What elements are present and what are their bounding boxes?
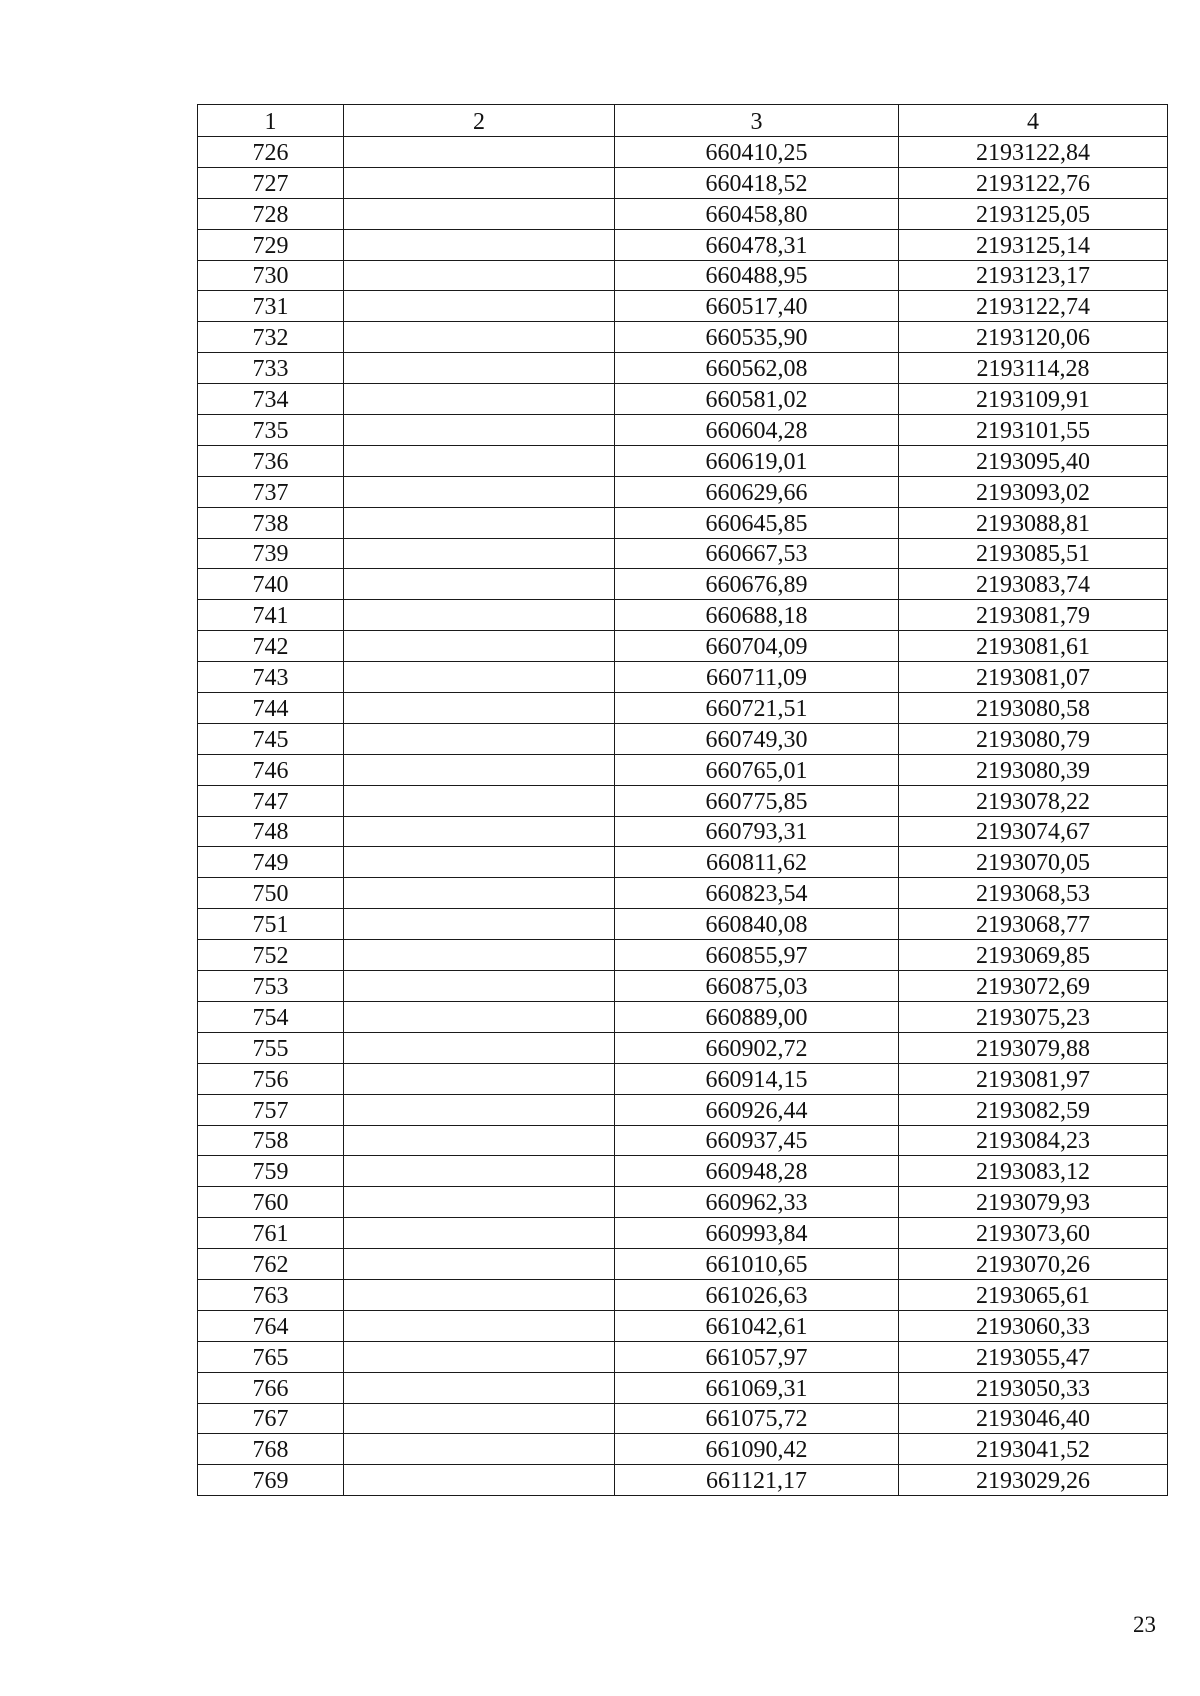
x-coordinate-cell: 660676,89 bbox=[615, 569, 899, 600]
point-number-cell: 756 bbox=[198, 1063, 344, 1094]
point-number-cell: 744 bbox=[198, 693, 344, 724]
x-coordinate-cell: 660811,62 bbox=[615, 847, 899, 878]
table-row bbox=[198, 167, 1168, 198]
table-row bbox=[198, 1249, 1168, 1280]
description-cell bbox=[344, 1465, 615, 1496]
x-coordinate-cell: 660704,09 bbox=[615, 631, 899, 662]
description-cell bbox=[344, 1341, 615, 1372]
x-coordinate-cell: 660478,31 bbox=[615, 229, 899, 260]
x-coordinate-cell: 661057,97 bbox=[615, 1341, 899, 1372]
description-cell bbox=[344, 971, 615, 1002]
table-row bbox=[198, 1125, 1168, 1156]
table-row bbox=[198, 1434, 1168, 1465]
y-coordinate-cell: 2193081,61 bbox=[899, 631, 1168, 662]
table-row bbox=[198, 260, 1168, 291]
table-row bbox=[198, 1187, 1168, 1218]
point-number-cell: 769 bbox=[198, 1465, 344, 1496]
description-cell bbox=[344, 1063, 615, 1094]
x-coordinate-cell: 660775,85 bbox=[615, 785, 899, 816]
x-coordinate-cell: 660840,08 bbox=[615, 909, 899, 940]
description-cell bbox=[344, 229, 615, 260]
x-coordinate-cell: 660823,54 bbox=[615, 878, 899, 909]
x-coordinate-cell: 660875,03 bbox=[615, 971, 899, 1002]
point-number-cell: 748 bbox=[198, 816, 344, 847]
y-coordinate-cell: 2193081,07 bbox=[899, 662, 1168, 693]
table-row bbox=[198, 538, 1168, 569]
y-coordinate-cell: 2193101,55 bbox=[899, 415, 1168, 446]
description-cell bbox=[344, 600, 615, 631]
table-row bbox=[198, 631, 1168, 662]
x-coordinate-cell: 660418,52 bbox=[615, 167, 899, 198]
x-coordinate-cell: 660517,40 bbox=[615, 291, 899, 322]
header-col-2: 2 bbox=[344, 105, 615, 137]
point-number-cell: 734 bbox=[198, 384, 344, 415]
description-cell bbox=[344, 816, 615, 847]
table-row bbox=[198, 723, 1168, 754]
table-row bbox=[198, 1372, 1168, 1403]
point-number-cell: 752 bbox=[198, 940, 344, 971]
description-cell bbox=[344, 415, 615, 446]
table-row bbox=[198, 384, 1168, 415]
header-col-1: 1 bbox=[198, 105, 344, 137]
x-coordinate-cell: 660926,44 bbox=[615, 1094, 899, 1125]
y-coordinate-cell: 2193041,52 bbox=[899, 1434, 1168, 1465]
description-cell bbox=[344, 445, 615, 476]
description-cell bbox=[344, 322, 615, 353]
x-coordinate-cell: 660535,90 bbox=[615, 322, 899, 353]
x-coordinate-cell: 660721,51 bbox=[615, 693, 899, 724]
table-row bbox=[198, 754, 1168, 785]
description-cell bbox=[344, 569, 615, 600]
y-coordinate-cell: 2193055,47 bbox=[899, 1341, 1168, 1372]
table-row bbox=[198, 940, 1168, 971]
description-cell bbox=[344, 847, 615, 878]
point-number-cell: 755 bbox=[198, 1032, 344, 1063]
y-coordinate-cell: 2193069,85 bbox=[899, 940, 1168, 971]
y-coordinate-cell: 2193046,40 bbox=[899, 1403, 1168, 1434]
description-cell bbox=[344, 785, 615, 816]
description-cell bbox=[344, 353, 615, 384]
y-coordinate-cell: 2193082,59 bbox=[899, 1094, 1168, 1125]
x-coordinate-cell: 660889,00 bbox=[615, 1001, 899, 1032]
table-header-row bbox=[198, 105, 1168, 137]
point-number-cell: 740 bbox=[198, 569, 344, 600]
x-coordinate-cell: 661026,63 bbox=[615, 1279, 899, 1310]
description-cell bbox=[344, 1434, 615, 1465]
x-coordinate-cell: 660749,30 bbox=[615, 723, 899, 754]
point-number-cell: 757 bbox=[198, 1094, 344, 1125]
description-cell bbox=[344, 1125, 615, 1156]
description-cell bbox=[344, 693, 615, 724]
y-coordinate-cell: 2193081,79 bbox=[899, 600, 1168, 631]
header-col-3: 3 bbox=[615, 105, 899, 137]
table-row bbox=[198, 198, 1168, 229]
x-coordinate-cell: 660855,97 bbox=[615, 940, 899, 971]
y-coordinate-cell: 2193079,88 bbox=[899, 1032, 1168, 1063]
y-coordinate-cell: 2193123,17 bbox=[899, 260, 1168, 291]
description-cell bbox=[344, 940, 615, 971]
point-number-cell: 742 bbox=[198, 631, 344, 662]
description-cell bbox=[344, 909, 615, 940]
x-coordinate-cell: 660458,80 bbox=[615, 198, 899, 229]
y-coordinate-cell: 2193080,79 bbox=[899, 723, 1168, 754]
point-number-cell: 745 bbox=[198, 723, 344, 754]
table-row bbox=[198, 816, 1168, 847]
point-number-cell: 732 bbox=[198, 322, 344, 353]
y-coordinate-cell: 2193125,05 bbox=[899, 198, 1168, 229]
table-row bbox=[198, 445, 1168, 476]
description-cell bbox=[344, 384, 615, 415]
y-coordinate-cell: 2193065,61 bbox=[899, 1279, 1168, 1310]
description-cell bbox=[344, 476, 615, 507]
y-coordinate-cell: 2193081,97 bbox=[899, 1063, 1168, 1094]
point-number-cell: 737 bbox=[198, 476, 344, 507]
point-number-cell: 767 bbox=[198, 1403, 344, 1434]
point-number-cell: 764 bbox=[198, 1310, 344, 1341]
description-cell bbox=[344, 1094, 615, 1125]
table-row bbox=[198, 229, 1168, 260]
y-coordinate-cell: 2193068,53 bbox=[899, 878, 1168, 909]
table-row bbox=[198, 507, 1168, 538]
description-cell bbox=[344, 1001, 615, 1032]
y-coordinate-cell: 2193085,51 bbox=[899, 538, 1168, 569]
description-cell bbox=[344, 1218, 615, 1249]
table-row bbox=[198, 785, 1168, 816]
table-row bbox=[198, 847, 1168, 878]
table-row bbox=[198, 971, 1168, 1002]
x-coordinate-cell: 660937,45 bbox=[615, 1125, 899, 1156]
table-row bbox=[198, 353, 1168, 384]
x-coordinate-cell: 660902,72 bbox=[615, 1032, 899, 1063]
table-row bbox=[198, 291, 1168, 322]
point-number-cell: 735 bbox=[198, 415, 344, 446]
point-number-cell: 731 bbox=[198, 291, 344, 322]
x-coordinate-cell: 660914,15 bbox=[615, 1063, 899, 1094]
y-coordinate-cell: 2193078,22 bbox=[899, 785, 1168, 816]
y-coordinate-cell: 2193083,74 bbox=[899, 569, 1168, 600]
point-number-cell: 766 bbox=[198, 1372, 344, 1403]
y-coordinate-cell: 2193095,40 bbox=[899, 445, 1168, 476]
point-number-cell: 765 bbox=[198, 1341, 344, 1372]
y-coordinate-cell: 2193072,69 bbox=[899, 971, 1168, 1002]
description-cell bbox=[344, 662, 615, 693]
table-row bbox=[198, 662, 1168, 693]
table-row bbox=[198, 909, 1168, 940]
table-row bbox=[198, 693, 1168, 724]
x-coordinate-cell: 660765,01 bbox=[615, 754, 899, 785]
point-number-cell: 749 bbox=[198, 847, 344, 878]
x-coordinate-cell: 660645,85 bbox=[615, 507, 899, 538]
point-number-cell: 758 bbox=[198, 1125, 344, 1156]
description-cell bbox=[344, 1372, 615, 1403]
description-cell bbox=[344, 754, 615, 785]
x-coordinate-cell: 660619,01 bbox=[615, 445, 899, 476]
description-cell bbox=[344, 723, 615, 754]
page-number: 23 bbox=[1133, 1612, 1156, 1637]
x-coordinate-cell: 660629,66 bbox=[615, 476, 899, 507]
y-coordinate-cell: 2193114,28 bbox=[899, 353, 1168, 384]
y-coordinate-cell: 2193070,26 bbox=[899, 1249, 1168, 1280]
description-cell bbox=[344, 198, 615, 229]
y-coordinate-cell: 2193070,05 bbox=[899, 847, 1168, 878]
table-row bbox=[198, 322, 1168, 353]
y-coordinate-cell: 2193122,84 bbox=[899, 137, 1168, 168]
table-row bbox=[198, 1465, 1168, 1496]
x-coordinate-cell: 660688,18 bbox=[615, 600, 899, 631]
point-number-cell: 730 bbox=[198, 260, 344, 291]
description-cell bbox=[344, 507, 615, 538]
x-coordinate-cell: 661090,42 bbox=[615, 1434, 899, 1465]
point-number-cell: 751 bbox=[198, 909, 344, 940]
point-number-cell: 738 bbox=[198, 507, 344, 538]
y-coordinate-cell: 2193075,23 bbox=[899, 1001, 1168, 1032]
table-row bbox=[198, 1403, 1168, 1434]
table-row bbox=[198, 1032, 1168, 1063]
y-coordinate-cell: 2193074,67 bbox=[899, 816, 1168, 847]
x-coordinate-cell: 660410,25 bbox=[615, 137, 899, 168]
point-number-cell: 733 bbox=[198, 353, 344, 384]
x-coordinate-cell: 660562,08 bbox=[615, 353, 899, 384]
description-cell bbox=[344, 167, 615, 198]
point-number-cell: 747 bbox=[198, 785, 344, 816]
table-row bbox=[198, 569, 1168, 600]
y-coordinate-cell: 2193109,91 bbox=[899, 384, 1168, 415]
y-coordinate-cell: 2193029,26 bbox=[899, 1465, 1168, 1496]
point-number-cell: 743 bbox=[198, 662, 344, 693]
x-coordinate-cell: 660488,95 bbox=[615, 260, 899, 291]
table-row bbox=[198, 1063, 1168, 1094]
point-number-cell: 727 bbox=[198, 167, 344, 198]
table-row bbox=[198, 600, 1168, 631]
x-coordinate-cell: 661075,72 bbox=[615, 1403, 899, 1434]
table-row bbox=[198, 1094, 1168, 1125]
point-number-cell: 739 bbox=[198, 538, 344, 569]
description-cell bbox=[344, 137, 615, 168]
y-coordinate-cell: 2193080,39 bbox=[899, 754, 1168, 785]
y-coordinate-cell: 2193084,23 bbox=[899, 1125, 1168, 1156]
description-cell bbox=[344, 1249, 615, 1280]
y-coordinate-cell: 2193088,81 bbox=[899, 507, 1168, 538]
point-number-cell: 726 bbox=[198, 137, 344, 168]
description-cell bbox=[344, 631, 615, 662]
table-row bbox=[198, 878, 1168, 909]
x-coordinate-cell: 661069,31 bbox=[615, 1372, 899, 1403]
table-row bbox=[198, 415, 1168, 446]
point-number-cell: 736 bbox=[198, 445, 344, 476]
y-coordinate-cell: 2193083,12 bbox=[899, 1156, 1168, 1187]
table-row bbox=[198, 1001, 1168, 1032]
table-row bbox=[198, 137, 1168, 168]
x-coordinate-cell: 660948,28 bbox=[615, 1156, 899, 1187]
y-coordinate-cell: 2193125,14 bbox=[899, 229, 1168, 260]
y-coordinate-cell: 2193122,76 bbox=[899, 167, 1168, 198]
x-coordinate-cell: 660993,84 bbox=[615, 1218, 899, 1249]
point-number-cell: 760 bbox=[198, 1187, 344, 1218]
description-cell bbox=[344, 1032, 615, 1063]
y-coordinate-cell: 2193050,33 bbox=[899, 1372, 1168, 1403]
point-number-cell: 761 bbox=[198, 1218, 344, 1249]
header-col-4: 4 bbox=[899, 105, 1168, 137]
y-coordinate-cell: 2193073,60 bbox=[899, 1218, 1168, 1249]
x-coordinate-cell: 660581,02 bbox=[615, 384, 899, 415]
table-row bbox=[198, 476, 1168, 507]
x-coordinate-cell: 661121,17 bbox=[615, 1465, 899, 1496]
point-number-cell: 741 bbox=[198, 600, 344, 631]
table-row bbox=[198, 1156, 1168, 1187]
table-row bbox=[198, 1279, 1168, 1310]
x-coordinate-cell: 661042,61 bbox=[615, 1310, 899, 1341]
y-coordinate-cell: 2193060,33 bbox=[899, 1310, 1168, 1341]
point-number-cell: 763 bbox=[198, 1279, 344, 1310]
point-number-cell: 754 bbox=[198, 1001, 344, 1032]
x-coordinate-cell: 660711,09 bbox=[615, 662, 899, 693]
description-cell bbox=[344, 1156, 615, 1187]
x-coordinate-cell: 661010,65 bbox=[615, 1249, 899, 1280]
description-cell bbox=[344, 878, 615, 909]
point-number-cell: 762 bbox=[198, 1249, 344, 1280]
y-coordinate-cell: 2193080,58 bbox=[899, 693, 1168, 724]
coordinates-table bbox=[197, 104, 1168, 1496]
x-coordinate-cell: 660962,33 bbox=[615, 1187, 899, 1218]
y-coordinate-cell: 2193068,77 bbox=[899, 909, 1168, 940]
point-number-cell: 728 bbox=[198, 198, 344, 229]
point-number-cell: 729 bbox=[198, 229, 344, 260]
point-number-cell: 750 bbox=[198, 878, 344, 909]
y-coordinate-cell: 2193122,74 bbox=[899, 291, 1168, 322]
x-coordinate-cell: 660793,31 bbox=[615, 816, 899, 847]
description-cell bbox=[344, 1279, 615, 1310]
x-coordinate-cell: 660667,53 bbox=[615, 538, 899, 569]
description-cell bbox=[344, 1310, 615, 1341]
table-row bbox=[198, 1218, 1168, 1249]
table-row bbox=[198, 1341, 1168, 1372]
description-cell bbox=[344, 260, 615, 291]
description-cell bbox=[344, 1187, 615, 1218]
point-number-cell: 768 bbox=[198, 1434, 344, 1465]
description-cell bbox=[344, 291, 615, 322]
y-coordinate-cell: 2193093,02 bbox=[899, 476, 1168, 507]
point-number-cell: 759 bbox=[198, 1156, 344, 1187]
point-number-cell: 746 bbox=[198, 754, 344, 785]
table-body bbox=[198, 137, 1168, 1496]
y-coordinate-cell: 2193120,06 bbox=[899, 322, 1168, 353]
y-coordinate-cell: 2193079,93 bbox=[899, 1187, 1168, 1218]
description-cell bbox=[344, 1403, 615, 1434]
x-coordinate-cell: 660604,28 bbox=[615, 415, 899, 446]
table-row bbox=[198, 1310, 1168, 1341]
description-cell bbox=[344, 538, 615, 569]
point-number-cell: 753 bbox=[198, 971, 344, 1002]
